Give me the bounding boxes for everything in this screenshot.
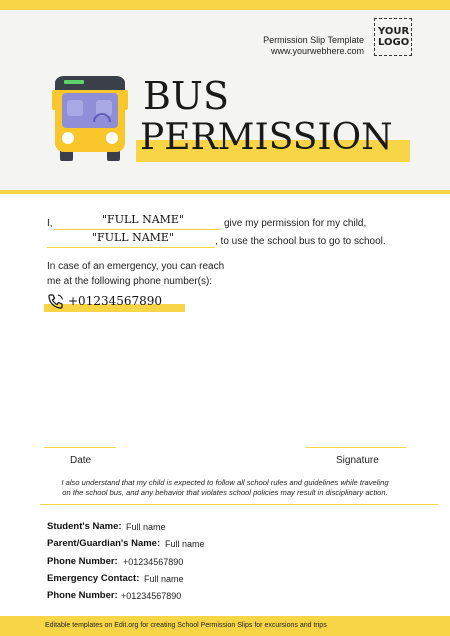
parent-name-field[interactable]: "FULL NAME" — [102, 213, 184, 226]
student-name-value[interactable]: Full name — [126, 522, 166, 532]
disclaimer-line-2: on the school bus, and any behavior that violates school policies may result in disciplinary action. — [62, 488, 388, 497]
emergency-contact-value[interactable]: Full name — [144, 574, 184, 584]
parent-name-line — [54, 229, 220, 230]
disclaimer — [30, 478, 420, 498]
prefix-i: I, — [47, 218, 53, 229]
date-line — [44, 447, 116, 448]
info-divider — [40, 504, 438, 505]
top-accent-bar — [0, 0, 450, 10]
logo-line-2: LOGO — [378, 37, 410, 48]
logo-line-1: YOUR — [378, 26, 410, 37]
phone-number-label: Phone Number: — [47, 556, 118, 567]
emergency-line-2: me at the following phone number(s): — [47, 276, 213, 287]
date-label: Date — [70, 455, 92, 466]
parent-name-label: Parent/Guardian's Name: — [47, 538, 161, 549]
website-url: www.yourwebhere.com — [270, 46, 364, 56]
student-name-label: Student's Name: — [47, 521, 122, 532]
parent-name-value[interactable]: Full name — [165, 539, 205, 549]
title-permission: PERMISSION — [140, 117, 393, 158]
header-divider — [0, 190, 450, 194]
phone-number[interactable]: +01234567890 — [68, 294, 163, 308]
signature-line — [306, 447, 406, 448]
use-bus-text: , to use the school bus to go to school. — [215, 236, 386, 247]
emergency-phone-label: Phone Number: — [47, 590, 118, 601]
title-bus: BUS — [143, 74, 229, 118]
disclaimer-line-1: I also understand that my child is expected to follow all school rules and guidelines while traveling — [61, 478, 389, 487]
child-name-field[interactable]: "FULL NAME" — [92, 231, 174, 244]
bus-icon — [50, 72, 130, 164]
child-name-line — [47, 247, 215, 248]
template-title: Permission Slip Template — [263, 35, 364, 45]
signature-label: Signature — [336, 455, 379, 466]
emergency-line-1: In case of an emergency, you can reach — [47, 261, 225, 272]
phone-number-value[interactable]: +01234567890 — [123, 557, 184, 567]
footer-text: Editable templates on Edit.org for creating School Permission Slips for excursions and trips — [45, 622, 327, 629]
logo-placeholder — [374, 18, 412, 56]
phone-icon — [47, 293, 65, 309]
give-permission-text: give my permission for my child, — [224, 218, 367, 229]
emergency-phone-value[interactable]: +01234567890 — [121, 591, 182, 601]
emergency-contact-label: Emergency Contact: — [47, 573, 140, 584]
